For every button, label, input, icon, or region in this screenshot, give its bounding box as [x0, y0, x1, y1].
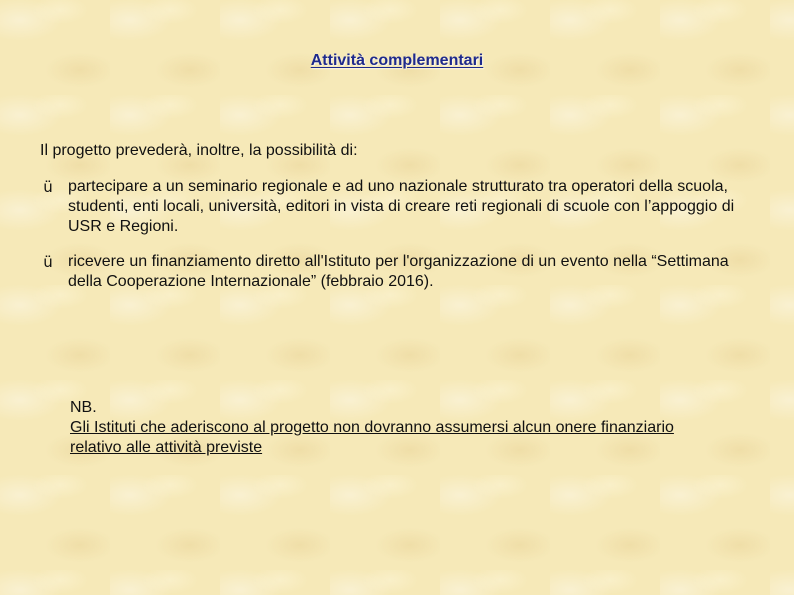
- bullet-item: [40, 177, 760, 237]
- slide-title: Attività complementari: [310, 52, 484, 69]
- bullet-list: [40, 177, 760, 307]
- nb-text: Gli Istituti che aderiscono al progetto non dovranno assumersi alcun onere finanziario relativo alle attività previste: [70, 419, 674, 456]
- check-icon: ü: [43, 178, 53, 196]
- nb-label: NB.: [70, 399, 97, 416]
- check-icon: ü: [43, 253, 53, 271]
- bullet-text: ricevere un finanziamento diretto all'Istituto per l'organizzazione di un evento nella “Settimana della Cooperazione Internazionale” (febbraio 2016).: [68, 253, 729, 290]
- nb-note: [70, 398, 690, 458]
- intro-text: Il progetto prevederà, inoltre, la possibilità di:: [40, 142, 358, 159]
- bullet-text: partecipare a un seminario regionale e ad uno nazionale strutturato tra operatori della scuola, studenti, enti locali, università, editori in vista di creare reti regionali di scuole con l’appoggio di USR e Regioni.: [68, 178, 735, 235]
- bullet-item: [40, 252, 760, 292]
